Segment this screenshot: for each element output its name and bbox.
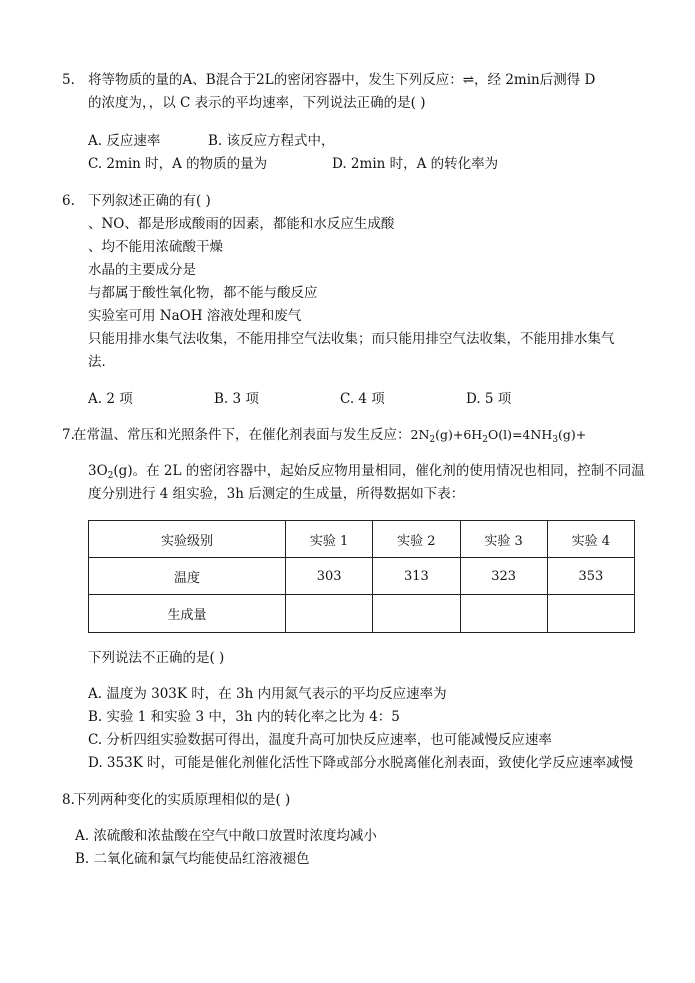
table-cell bbox=[373, 595, 460, 633]
table-cell bbox=[286, 595, 373, 633]
question-number: 8. bbox=[62, 792, 75, 808]
question-text: $3O_2(g)$。在 2L 的密闭容器中，起始反应物用量相同，催化剂的使用情况也相同，控制不同温 bbox=[88, 463, 645, 481]
table-cell: 实验 1 bbox=[286, 521, 373, 558]
option-d: D. 5 项 bbox=[466, 391, 512, 407]
option-b: B. 二氧化硫和氯气均能使品红溶液褪色 bbox=[75, 851, 310, 867]
table-cell: 温度 bbox=[89, 558, 286, 595]
statement: 与都属于酸性氧化物，都不能与酸反应 bbox=[88, 285, 318, 301]
table-cell: 实验 2 bbox=[373, 521, 460, 558]
question-text: 在常温、常压和光照条件下，在催化剂表面与发生反应：$2N_2(g)+6H_2O(l)=4NH_3(g)+$ bbox=[73, 427, 587, 445]
statement: 法． bbox=[88, 354, 115, 370]
table-cell: 303 bbox=[286, 558, 373, 595]
statement: 、均不能用浓硫酸干燥 bbox=[88, 239, 223, 255]
table-cell: 生成量 bbox=[89, 595, 286, 633]
question-text: 下列两种变化的实质原理相似的是( ) bbox=[73, 792, 291, 808]
option-b: B. 该反应方程式中， bbox=[208, 133, 335, 149]
statement: 、NO、都是形成酸雨的因素，都能和水反应生成酸 bbox=[88, 216, 395, 232]
statement: 实验室可用 NaOH 溶液处理和废气 bbox=[88, 308, 302, 324]
question-text: 度分别进行 4 组实验，3h 后测定的生成量，所得数据如下表： bbox=[88, 486, 465, 502]
question-text: 将等物质的量的A、B混合于2L的密闭容器中，发生下列反应：⇌，经 2min后测得 D bbox=[88, 72, 596, 88]
table-cell bbox=[460, 595, 547, 633]
statement: 水晶的主要成分是 bbox=[88, 262, 196, 278]
table-cell: 323 bbox=[460, 558, 547, 595]
table-cell: 实验 3 bbox=[460, 521, 547, 558]
option-c: C. 分析四组实验数据可得出，温度升高可加快反应速率，也可能减慢反应速率 bbox=[88, 732, 552, 748]
option-d: D. 2min 时，A 的转化率为 bbox=[332, 156, 499, 172]
table-cell: 实验级别 bbox=[89, 521, 286, 558]
option-a: A. 温度为 303K 时，在 3h 内用氮气表示的平均反应速率为 bbox=[88, 686, 447, 702]
table-row bbox=[89, 558, 635, 595]
option-a: A. 浓硫酸和浓盐酸在空气中敞口放置时浓度均减小 bbox=[75, 828, 377, 844]
question-number: 5. bbox=[62, 72, 75, 88]
table-cell: 313 bbox=[373, 558, 460, 595]
table-cell: 实验 4 bbox=[547, 521, 634, 558]
option-a: A. 2 项 bbox=[88, 391, 133, 407]
question-text: 的浓度为，，以 C 表示的平均速率，下列说法正确的是( ) bbox=[88, 95, 426, 111]
option-b: B. 3 项 bbox=[214, 391, 259, 407]
question-number: 6. bbox=[62, 193, 75, 209]
question-number: 7. bbox=[62, 427, 75, 443]
equation: $2N_2(g)+6H_2O(l)=4NH_3(g)+$ bbox=[410, 427, 587, 445]
table-row bbox=[89, 595, 635, 633]
table-cell: 353 bbox=[547, 558, 634, 595]
question-text: 下列叙述正确的有( ) bbox=[88, 193, 211, 209]
option-d: D. 353K 时，可能是催化剂催化活性下降或部分水脱离催化剂表面，致使化学反应速率减慢 bbox=[88, 755, 634, 771]
statement: 只能用排水集气法收集，不能用排空气法收集；而只能用排空气法收集，不能用排水集气 bbox=[88, 331, 615, 347]
option-a: A. 反应速率 bbox=[88, 133, 161, 149]
question-text: 下列说法不正确的是( ) bbox=[88, 650, 225, 666]
data-table bbox=[88, 520, 635, 633]
option-c: C. 2min 时，A 的物质的量为 bbox=[88, 156, 268, 172]
table-row bbox=[89, 521, 635, 558]
table-cell bbox=[547, 595, 634, 633]
option-c: C. 4 项 bbox=[340, 391, 385, 407]
option-b: B. 实验 1 和实验 3 中，3h 内的转化率之比为 4：5 bbox=[88, 709, 400, 725]
